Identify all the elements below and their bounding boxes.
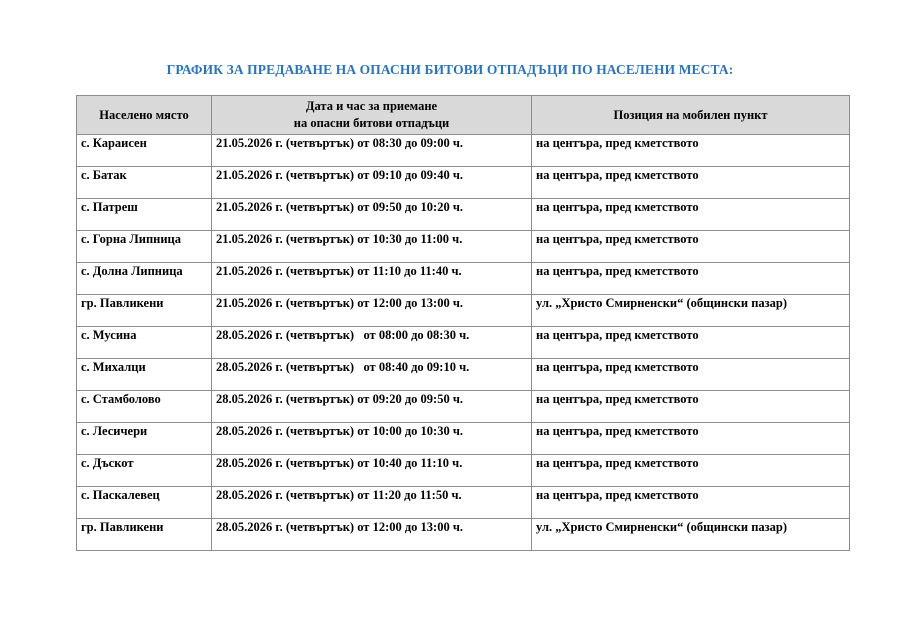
cell-place: с. Долна Липница — [77, 263, 212, 295]
schedule-body — [77, 135, 850, 551]
cell-datetime: 28.05.2026 г. (четвъртък) от 10:00 до 10:30 ч. — [212, 423, 532, 455]
cell-position: на центъра, пред кметството — [532, 327, 850, 359]
cell-place: с. Дъскот — [77, 455, 212, 487]
cell-place: с. Стамболово — [77, 391, 212, 423]
table-row — [77, 167, 850, 199]
cell-datetime: 28.05.2026 г. (четвъртък) от 10:40 до 11:10 ч. — [212, 455, 532, 487]
cell-position: на центъра, пред кметството — [532, 135, 850, 167]
cell-place: гр. Павликени — [77, 519, 212, 551]
table-row — [77, 263, 850, 295]
cell-datetime: 28.05.2026 г. (четвъртък) от 11:20 до 11:50 ч. — [212, 487, 532, 519]
table-row — [77, 359, 850, 391]
cell-place: с. Патреш — [77, 199, 212, 231]
table-row — [77, 455, 850, 487]
cell-place: с. Михалци — [77, 359, 212, 391]
cell-position: на центъра, пред кметството — [532, 359, 850, 391]
document-title: ГРАФИК ЗА ПРЕДАВАНЕ НА ОПАСНИ БИТОВИ ОТПАДЪЦИ ПО НАСЕЛЕНИ МЕСТА: — [166, 62, 734, 77]
schedule-table — [76, 95, 850, 551]
cell-place: с. Лесичери — [77, 423, 212, 455]
table-row — [77, 519, 850, 551]
cell-datetime: 28.05.2026 г. (четвъртък) от 12:00 до 13:00 ч. — [212, 519, 532, 551]
cell-place: с. Паскалевец — [77, 487, 212, 519]
cell-place: с. Караисен — [77, 135, 212, 167]
cell-position: на центъра, пред кметството — [532, 423, 850, 455]
table-row — [77, 487, 850, 519]
table-row — [77, 423, 850, 455]
cell-datetime: 28.05.2026 г. (четвъртък) от 09:20 до 09:50 ч. — [212, 391, 532, 423]
cell-position: на центъра, пред кметството — [532, 391, 850, 423]
cell-position: на центъра, пред кметството — [532, 487, 850, 519]
column-header-place: Населено място — [77, 96, 212, 135]
column-header-datetime — [212, 96, 532, 135]
cell-datetime: 28.05.2026 г. (четвъртък) от 08:40 до 09:10 ч. — [212, 359, 532, 391]
cell-position: ул. „Христо Смирненски“ (общински пазар) — [532, 295, 850, 327]
table-row — [77, 231, 850, 263]
table-row — [77, 391, 850, 423]
column-header-datetime-line1: Дата и час за приемане — [305, 99, 438, 113]
cell-datetime: 21.05.2026 г. (четвъртък) от 11:10 до 11:40 ч. — [212, 263, 532, 295]
table-row — [77, 135, 850, 167]
table-row — [77, 295, 850, 327]
table-row — [77, 199, 850, 231]
cell-place: с. Мусина — [77, 327, 212, 359]
column-header-position: Позиция на мобилен пункт — [532, 96, 850, 135]
cell-position: ул. „Христо Смирненски“ (общински пазар) — [532, 519, 850, 551]
column-header-datetime-line2: на опасни битови отпадъци — [293, 116, 450, 130]
cell-place: с. Горна Липница — [77, 231, 212, 263]
cell-position: на центъра, пред кметството — [532, 167, 850, 199]
cell-place: гр. Павликени — [77, 295, 212, 327]
table-header-row — [77, 96, 850, 135]
cell-datetime: 21.05.2026 г. (четвъртък) от 09:10 до 09:40 ч. — [212, 167, 532, 199]
cell-datetime: 21.05.2026 г. (четвъртък) от 10:30 до 11:00 ч. — [212, 231, 532, 263]
cell-position: на центъра, пред кметството — [532, 263, 850, 295]
cell-position: на центъра, пред кметството — [532, 199, 850, 231]
cell-datetime: 21.05.2026 г. (четвъртък) от 08:30 до 09:00 ч. — [212, 135, 532, 167]
table-row — [77, 327, 850, 359]
cell-position: на центъра, пред кметството — [532, 455, 850, 487]
cell-position: на центъра, пред кметството — [532, 231, 850, 263]
cell-place: с. Батак — [77, 167, 212, 199]
cell-datetime: 21.05.2026 г. (четвъртък) от 12:00 до 13:00 ч. — [212, 295, 532, 327]
cell-datetime: 28.05.2026 г. (четвъртък) от 08:00 до 08:30 ч. — [212, 327, 532, 359]
cell-datetime: 21.05.2026 г. (четвъртък) от 09:50 до 10:20 ч. — [212, 199, 532, 231]
